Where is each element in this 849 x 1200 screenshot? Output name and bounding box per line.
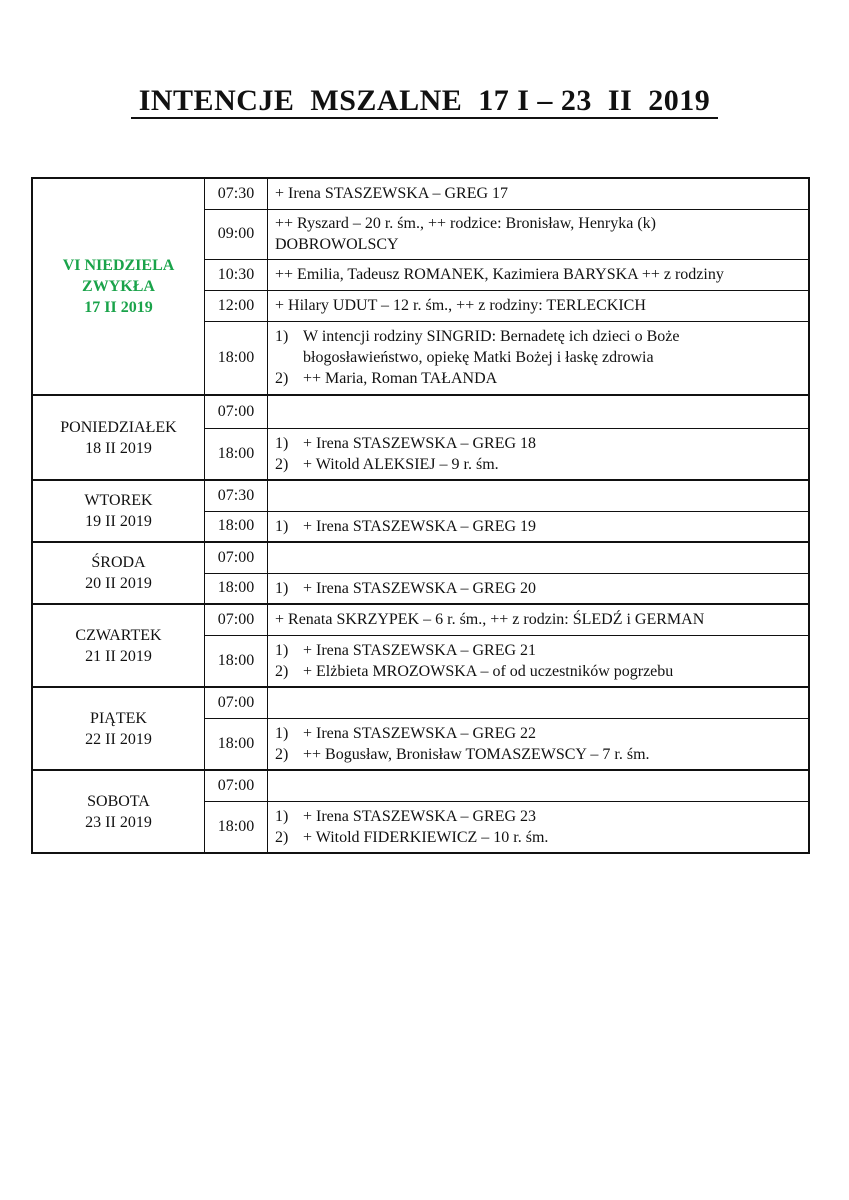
day-date: 21 II 2019 — [85, 647, 152, 665]
intention-number: 1) — [275, 724, 289, 742]
page-title — [0, 84, 849, 118]
mass-time: 12:00 — [205, 290, 268, 321]
day-cell — [32, 604, 205, 687]
mass-time: 10:30 — [205, 259, 268, 290]
intention-cell — [268, 480, 810, 511]
intention-list-item — [275, 578, 808, 599]
mass-time: 07:00 — [205, 395, 268, 428]
intention-cell — [268, 321, 810, 395]
intention-text: + Irena STASZEWSKA – GREG 22 — [303, 724, 537, 742]
mass-row — [32, 770, 809, 801]
intention-cell — [268, 635, 810, 687]
day-name: VI NIEDZIELA — [62, 257, 175, 274]
intention-list — [275, 516, 808, 537]
intention-list-item — [275, 661, 808, 682]
intention-cell — [268, 770, 810, 801]
day-name: PONIEDZIAŁEK — [60, 418, 177, 436]
intention-text: DOBROWOLSCY — [275, 236, 399, 253]
page-title-text: INTENCJE MSZALNE 17 I – 23 II 2019 — [131, 84, 719, 119]
intention-number: 1) — [275, 328, 289, 346]
mass-row — [32, 178, 809, 209]
mass-time: 18:00 — [205, 573, 268, 604]
intention-list — [275, 433, 808, 475]
intention-cell — [268, 178, 810, 209]
intention-list — [275, 723, 808, 765]
day-name: PIĄTEK — [90, 709, 147, 727]
intention-text: + Irena STASZEWSKA – GREG 20 — [303, 579, 537, 597]
intention-cell — [268, 209, 810, 259]
mass-time: 18:00 — [205, 321, 268, 395]
intention-cell — [268, 259, 810, 290]
intention-text: ++ Bogusław, Bronisław TOMASZEWSCY – 7 r. śm. — [303, 745, 650, 763]
mass-row — [32, 542, 809, 573]
intention-cell — [268, 395, 810, 428]
day-name: ZWYKŁA — [82, 278, 155, 295]
mass-time: 07:00 — [205, 542, 268, 573]
intention-list-item — [275, 368, 808, 389]
day-date: 20 II 2019 — [85, 575, 152, 592]
mass-time: 07:00 — [205, 604, 268, 635]
mass-time: 07:30 — [205, 480, 268, 511]
intention-list-item — [275, 433, 808, 454]
intention-number: 2) — [275, 828, 289, 846]
intention-cell — [268, 801, 810, 853]
intention-list-item — [275, 827, 808, 848]
mass-time: 07:00 — [205, 687, 268, 718]
intention-number: 1) — [275, 517, 289, 535]
intention-text: + Renata SKRZYPEK – 6 r. śm., ++ z rodzin: ŚLEDŹ i GERMAN — [275, 611, 705, 629]
intention-number: 2) — [275, 370, 289, 388]
day-date: 18 II 2019 — [85, 439, 152, 457]
intention-text: + Irena STASZEWSKA – GREG 21 — [303, 641, 537, 659]
mass-time: 18:00 — [205, 428, 268, 480]
intention-list-item — [275, 744, 808, 765]
intention-number: 2) — [275, 662, 289, 680]
mass-time: 07:00 — [205, 770, 268, 801]
intention-list-item — [275, 723, 808, 744]
intention-text: + Elżbieta MROZOWSKA – of od uczestników pogrzebu — [303, 662, 674, 680]
day-date: 19 II 2019 — [85, 513, 152, 530]
day-date: 17 II 2019 — [84, 299, 153, 316]
day-cell — [32, 480, 205, 542]
intention-number: 1) — [275, 641, 289, 659]
day-name: SOBOTA — [87, 792, 150, 810]
intention-cell — [268, 542, 810, 573]
intention-cell — [268, 290, 810, 321]
intention-list — [275, 578, 808, 599]
mass-row — [32, 480, 809, 511]
mass-time: 18:00 — [205, 801, 268, 853]
intention-cell — [268, 511, 810, 542]
intention-text: ++ Emilia, Tadeusz ROMANEK, Kazimiera BARYSKA ++ z rodziny — [275, 266, 724, 283]
intention-text: ++ Ryszard – 20 r. śm., ++ rodzice: Bronisław, Henryka (k) — [275, 215, 656, 232]
intention-text: + Witold ALEKSIEJ – 9 r. śm. — [303, 455, 499, 473]
day-cell — [32, 687, 205, 770]
mass-time: 18:00 — [205, 635, 268, 687]
intention-text: + Irena STASZEWSKA – GREG 18 — [303, 434, 537, 452]
mass-time: 07:30 — [205, 178, 268, 209]
day-cell — [32, 542, 205, 604]
intention-cell — [268, 573, 810, 604]
mass-time: 18:00 — [205, 718, 268, 770]
intention-text: W intencji rodziny SINGRID: Bernadetę ich dzieci o Boże błogosławieństwo, opiekę Matki Bożej i łaskę zdrowia — [303, 328, 680, 367]
mass-time: 09:00 — [205, 209, 268, 259]
day-date: 23 II 2019 — [85, 813, 152, 831]
intention-number: 1) — [275, 434, 289, 452]
intention-list — [275, 806, 808, 848]
intention-text: ++ Maria, Roman TAŁANDA — [303, 370, 498, 388]
day-date: 22 II 2019 — [85, 730, 152, 748]
mass-time: 18:00 — [205, 511, 268, 542]
day-cell — [32, 770, 205, 853]
mass-row — [32, 395, 809, 428]
day-cell — [32, 178, 205, 395]
intention-number: 1) — [275, 807, 289, 825]
intention-list-item — [275, 454, 808, 475]
mass-intentions-table — [31, 177, 810, 854]
schedule-body — [32, 178, 809, 853]
intention-text: + Irena STASZEWSKA – GREG 23 — [303, 807, 537, 825]
day-name: WTOREK — [84, 492, 153, 509]
intention-list-item — [275, 516, 808, 537]
intention-cell — [268, 604, 810, 635]
intention-cell — [268, 428, 810, 480]
intention-number: 1) — [275, 579, 289, 597]
mass-row — [32, 687, 809, 718]
day-name: ŚRODA — [91, 554, 146, 571]
day-cell — [32, 395, 205, 480]
intention-list-item — [275, 326, 808, 368]
intention-cell — [268, 718, 810, 770]
day-name: CZWARTEK — [75, 626, 162, 644]
intention-cell — [268, 687, 810, 718]
intention-list — [275, 326, 808, 389]
intention-list-item — [275, 640, 808, 661]
intention-text: + Hilary UDUT – 12 r. śm., ++ z rodziny: TERLECKICH — [275, 297, 646, 314]
intention-text: + Irena STASZEWSKA – GREG 17 — [275, 185, 509, 203]
intention-number: 2) — [275, 455, 289, 473]
intention-text: + Witold FIDERKIEWICZ – 10 r. śm. — [303, 828, 549, 846]
intention-number: 2) — [275, 745, 289, 763]
intention-list-item — [275, 806, 808, 827]
intention-list — [275, 640, 808, 682]
intention-text: + Irena STASZEWSKA – GREG 19 — [303, 517, 537, 535]
mass-row — [32, 604, 809, 635]
